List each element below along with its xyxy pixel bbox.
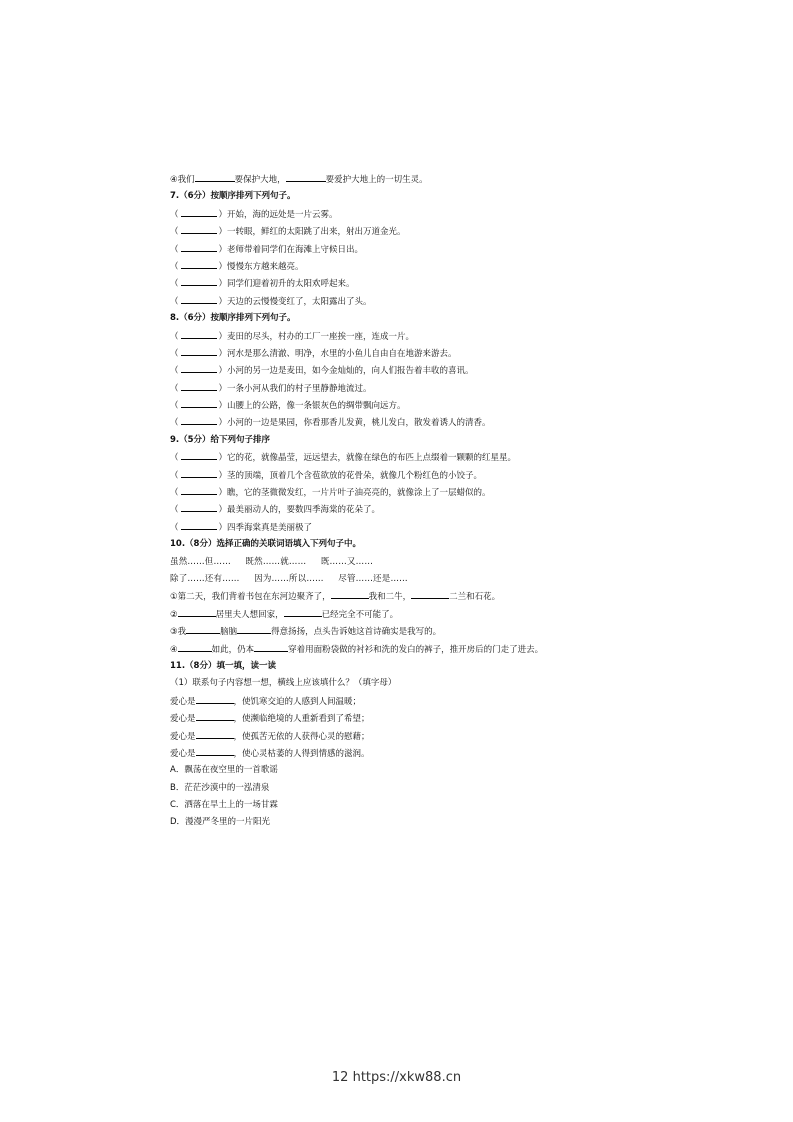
q10-text: 脑脑 [220, 627, 238, 638]
q6-text-a: 我们 [177, 175, 195, 185]
q10-text: 居里夫人想回家， [215, 609, 284, 620]
q11-text: ，使濒临绝境的人重新看到了希望； [233, 714, 370, 725]
q7-item: （ ）老师带着同学们在海滩上守候日出。 [170, 241, 610, 258]
conjunction-option: 尽管……还是…… [338, 573, 408, 584]
q11-subtitle: （1）联系句子内容想一想，横线上应该填什么？（填字母） [170, 678, 397, 689]
q7-item-text: 天边的云慢慢变红了，太阳露出了头。 [227, 296, 372, 307]
q8-item-text: 小河的另一边是麦田，如今金灿灿的，向人们报告着丰收的喜讯。 [227, 366, 474, 377]
q9-item-text: 它的花，就像晶莹，远远望去，就像在绿色的布匹上点缀着一颗颗的红星星。 [227, 453, 517, 464]
q8-item: （ ）山腰上的公路，像一条银灰色的绸带飘向远方。 [170, 397, 610, 414]
q7-item-text: 同学们迎着初升的太阳欢呼起来。 [227, 279, 355, 290]
conjunction-option: 既然……就…… [245, 556, 307, 567]
answer-blank[interactable] [196, 745, 234, 756]
answer-blank[interactable] [178, 606, 216, 617]
answer-blank[interactable] [254, 641, 288, 652]
q11-text: ，使孤苦无依的人获得心灵的慰藉； [233, 731, 370, 742]
order-blank[interactable] [181, 345, 217, 356]
conjunction-option: 因为……所以…… [254, 573, 324, 584]
q10-sentence-2 [170, 606, 610, 623]
q7-item-text: 一转眼，鲜红的太阳跳了出来，射出万道金光。 [227, 227, 406, 238]
q10-text: 如此，仍本 [211, 644, 255, 655]
answer-blank[interactable] [196, 710, 234, 721]
order-blank[interactable] [181, 275, 217, 286]
q9-item: （ ）四季海棠真是美丽极了 [170, 519, 610, 536]
answer-blank[interactable] [196, 728, 234, 739]
order-blank[interactable] [181, 241, 217, 252]
q10-sentence-1 [170, 588, 610, 605]
q11-text: 爱心是 [170, 748, 196, 759]
q11-text: 爱心是 [170, 731, 196, 742]
order-blank[interactable] [181, 380, 217, 391]
q6-text-b: 要保护大地， [234, 175, 286, 185]
q11-choice: C．洒落在旱土上的一场甘霖 [170, 800, 278, 811]
q7-item: （ ）一转眼，鲜红的太阳跳了出来，射出万道金光。 [170, 223, 610, 240]
q11-text: 爱心是 [170, 696, 196, 707]
order-blank[interactable] [181, 414, 217, 425]
order-blank[interactable] [181, 397, 217, 408]
conjunction-option: 除了……还有…… [170, 573, 240, 584]
q9-item-text: 茎的顶端，顶着几个含苞欲放的花骨朵，就像几个粉红色的小饺子。 [227, 470, 483, 481]
q10-text: 得意扬扬，点头告诉她这首诗确实是我写的。 [271, 627, 442, 638]
worksheet [170, 171, 610, 832]
answer-blank[interactable] [178, 641, 212, 652]
q9-item: （ ）瞧，它的茎微微发红，一片片叶子油亮亮的，就像涂上了一层蜡似的。 [170, 484, 610, 501]
answer-blank[interactable] [284, 606, 322, 617]
q11-line [170, 693, 610, 710]
q8-item-text: 山腰上的公路，像一条银灰色的绸带飘向远方。 [227, 401, 406, 412]
q7-item-text: 老师带着同学们在海滩上守候日出。 [227, 244, 364, 255]
order-blank[interactable] [181, 328, 217, 339]
order-blank[interactable] [181, 293, 217, 304]
order-blank[interactable] [181, 258, 217, 269]
q8-item: （ ）小河的另一边是麦田，如今金灿灿的，向人们报告着丰收的喜讯。 [170, 362, 610, 379]
q9-item: （ ）最美丽动人的，要数四季海棠的花朵了。 [170, 501, 610, 518]
q9-item-text: 四季海棠真是美丽极了 [227, 522, 313, 533]
order-blank[interactable] [181, 467, 217, 478]
q7-item: （ ）天边的云慢慢变红了，太阳露出了头。 [170, 293, 610, 310]
order-blank[interactable] [181, 519, 217, 530]
q10-marker: ① [170, 592, 178, 603]
q8-item: （ ）麦田的尽头，村办的工厂一座挨一座，连成一片。 [170, 328, 610, 345]
q7-item-text: 慢慢东方越来越亮。 [227, 261, 304, 272]
q9-item-text: 最美丽动人的，要数四季海棠的花朵了。 [227, 505, 381, 516]
q10-options-row2 [170, 571, 610, 588]
answer-blank[interactable] [286, 171, 326, 182]
conjunction-option: 虽然……但…… [170, 556, 231, 567]
answer-blank[interactable] [331, 588, 369, 599]
q10-text: 第二天，我们背着书包在东河边聚齐了， [177, 592, 331, 603]
q7-item: （ ）同学们迎着初升的太阳欢呼起来。 [170, 275, 610, 292]
q10-marker: ④ [170, 644, 178, 655]
q7-item: （ ）慢慢东方越来越亮。 [170, 258, 610, 275]
q8-item: （ ）河水是那么清澈、明净，水里的小鱼儿自由自在地游来游去。 [170, 345, 610, 362]
q10-text: 我和二牛， [368, 592, 412, 603]
q7-item-text: 开始，海的远处是一片云雾。 [227, 209, 338, 220]
q10-text: 已经完全不可能了。 [321, 609, 399, 620]
q8-item: （ ）一条小河从我们的村子里静静地流过。 [170, 380, 610, 397]
q10-text: 二兰和石花。 [449, 592, 501, 603]
order-blank[interactable] [181, 449, 217, 460]
q8-item-text: 河水是那么清澈、明净，水里的小鱼儿自由自在地游来游去。 [227, 348, 457, 359]
q11-line [170, 728, 610, 745]
q11-text: 爱心是 [170, 714, 196, 725]
q6-marker: ④ [170, 175, 178, 185]
q10-marker: ③ [170, 627, 178, 638]
page-footer: 12 https://xkw88.cn [331, 1070, 462, 1085]
conjunction-option: 既……又…… [320, 556, 374, 567]
q11-choice: B．茫茫沙漠中的一泓清泉 [170, 782, 270, 793]
q10-marker: ② [170, 609, 178, 620]
q8-item-text: 麦田的尽头，村办的工厂一座挨一座，连成一片。 [227, 331, 415, 342]
q7-title: 7.（6分）按顺序排列下列句子。 [170, 191, 296, 202]
q8-item: （ ）小河的一边是果园，你看那香儿发黄，桃儿发白，散发着诱人的清香。 [170, 414, 610, 431]
answer-blank[interactable] [411, 588, 449, 599]
answer-blank[interactable] [237, 623, 271, 634]
q10-title: 10.（8分）选择正确的关联词语填入下列句子中。 [170, 539, 361, 550]
q8-title: 8.（6分）按顺序排列下列句子。 [170, 313, 296, 324]
q7-item: （ ）开始，海的远处是一片云雾。 [170, 206, 610, 223]
q8-item-text: 一条小河从我们的村子里静静地流过。 [227, 383, 372, 394]
q11-title: 11.（8分）填一填，读一读 [170, 660, 276, 671]
order-blank[interactable] [181, 223, 217, 234]
answer-blank[interactable] [196, 693, 234, 704]
q11-line [170, 710, 610, 727]
q6-item-4 [170, 171, 610, 188]
q9-item: （ ）茎的顶端，顶着几个含苞欲放的花骨朵，就像几个粉红色的小饺子。 [170, 467, 610, 484]
order-blank[interactable] [181, 362, 217, 373]
q10-sentence-4 [170, 641, 610, 658]
order-blank[interactable] [181, 501, 217, 512]
q11-line [170, 745, 610, 762]
q10-sentence-3 [170, 623, 610, 640]
q10-text: 我 [177, 627, 187, 638]
q6-text-c: 要爱护大地上的一切生灵。 [325, 175, 428, 185]
q9-item-text: 瞧，它的茎微微发红，一片片叶子油亮亮的，就像涂上了一层蜡似的。 [227, 488, 491, 499]
order-blank[interactable] [181, 206, 217, 217]
q11-text: ，使饥寒交迫的人感到人间温暖； [233, 696, 362, 707]
q10-options-row1 [170, 554, 610, 571]
answer-blank[interactable] [186, 623, 220, 634]
q11-choice: D．漫漫严冬里的一片阳光 [170, 817, 271, 828]
q10-text: 穿着用面粉袋做的衬衫和洗的发白的裤子，推开房后的门走了进去。 [288, 644, 544, 655]
q8-item-text: 小河的一边是果园，你看那香儿发黄，桃儿发白，散发着诱人的清香。 [227, 418, 491, 429]
answer-blank[interactable] [195, 171, 235, 182]
order-blank[interactable] [181, 484, 217, 495]
q9-item: （ ）它的花，就像晶莹，远远望去，就像在绿色的布匹上点缀着一颗颗的红星星。 [170, 449, 610, 466]
q11-text: ，使心灵枯萎的人得到情感的滋润。 [233, 748, 370, 759]
q9-title: 9.（5分）给下列句子排序 [170, 434, 271, 445]
q11-choice: A．飘荡在夜空里的一首歌谣 [170, 765, 278, 776]
